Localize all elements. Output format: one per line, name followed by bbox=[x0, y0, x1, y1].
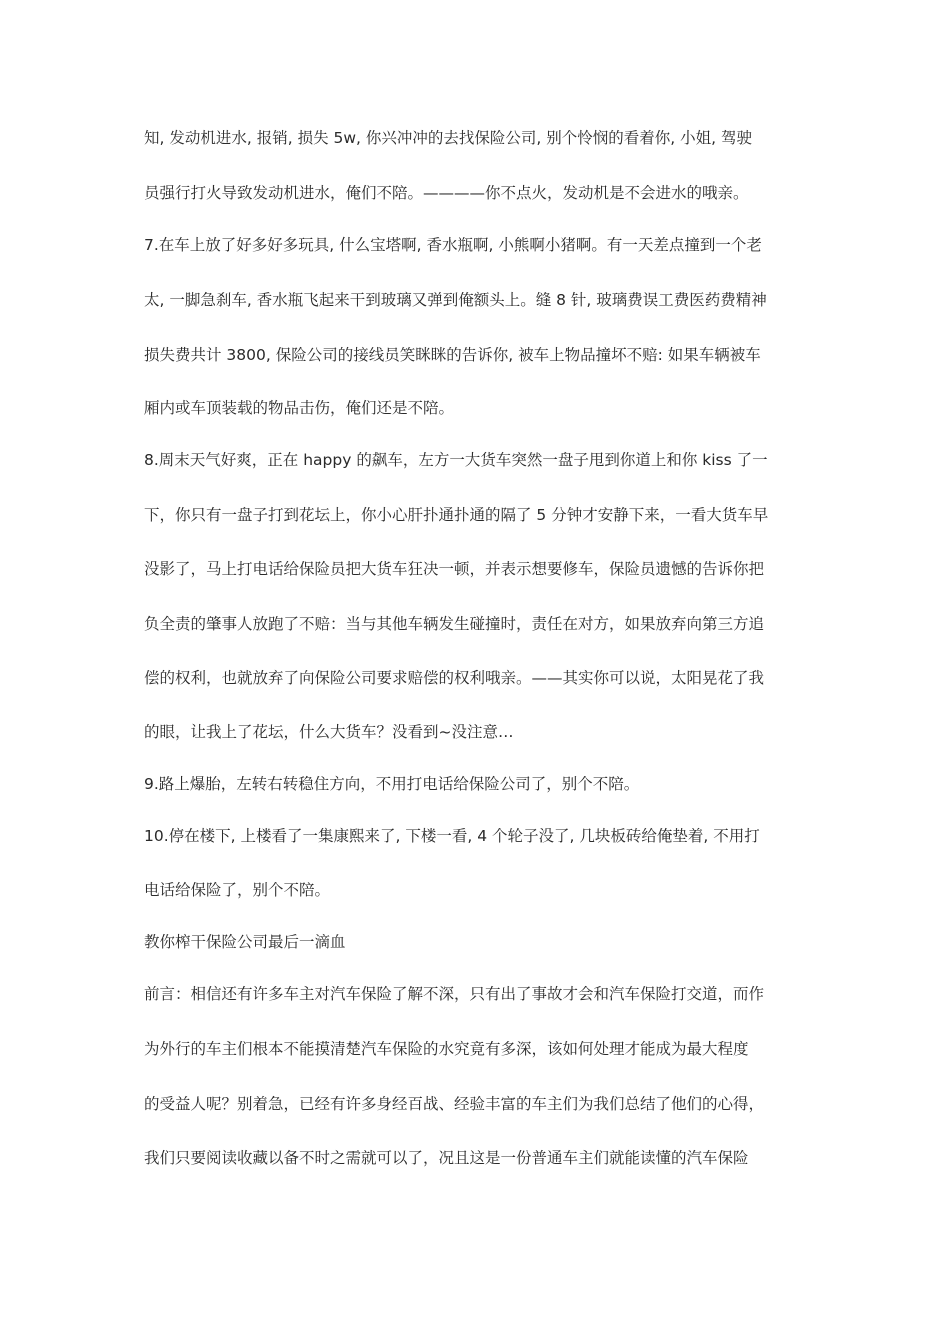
text-line: 偿的权利，也就放弃了向保险公司要求赔偿的权利哦亲。——其实你可以说，太阳晃花了我 bbox=[144, 669, 765, 687]
text-line: 的眼，让我上了花坛，什么大货车？没看到~没注意… bbox=[144, 723, 514, 741]
text-line: 我们只要阅读收藏以备不时之需就可以了，况且这是一份普通车主们就能读懂的汽车保险 bbox=[144, 1149, 749, 1167]
section-heading: 教你榨干保险公司最后一滴血 bbox=[144, 933, 346, 951]
text-line: 电话给保险了，别个不陪。 bbox=[144, 881, 331, 899]
text-line: 8.周末天气好爽，正在 happy 的飙车，左方一大货车突然一盘子甩到你道上和你 kiss 了一 bbox=[144, 451, 768, 469]
text-line: 没影了，马上打电话给保险员把大货车狂决一顿，并表示想要修车，保险员遗憾的告诉你把 bbox=[144, 560, 765, 578]
text-line: 负全责的肇事人放跑了不赔：当与其他车辆发生碰撞时，责任在对方，如果放弃向第三方追 bbox=[144, 615, 765, 633]
text-line: 厢内或车顶装载的物品击伤，俺们还是不陪。 bbox=[144, 399, 455, 417]
text-line: 员强行打火导致发动机进水，俺们不陪。————你不点火，发动机是不会进水的哦亲。 bbox=[144, 184, 749, 202]
text-line: 知, 发动机进水, 报销, 损失 5w, 你兴冲冲的去找保险公司, 别个怜悯的看着你, 小姐, 驾驶 bbox=[144, 129, 752, 147]
text-line: 太, 一脚急刹车, 香水瓶飞起来干到玻璃又弹到俺额头上。缝 8 针, 玻璃费误工费医药费精神 bbox=[144, 291, 767, 309]
text-line: 9.路上爆胎，左转右转稳住方向，不用打电话给保险公司了，别个不陪。 bbox=[144, 775, 640, 793]
text-line: 的受益人呢？别着急，已经有许多身经百战、经验丰富的车主们为我们总结了他们的心得， bbox=[144, 1095, 765, 1113]
text-line: 前言：相信还有许多车主对汽车保险了解不深，只有出了事故才会和汽车保险打交道，而作 bbox=[144, 985, 765, 1003]
text-line: 为外行的车主们根本不能摸清楚汽车保险的水究竟有多深，该如何处理才能成为最大程度 bbox=[144, 1040, 749, 1058]
text-line: 下，你只有一盘子打到花坛上，你小心肝扑通扑通的隔了 5 分钟才安静下来，一看大货车早 bbox=[144, 506, 769, 524]
text-line: 7.在车上放了好多好多玩具, 什么宝塔啊, 香水瓶啊, 小熊啊小猪啊。有一天差点撞到一个老 bbox=[144, 236, 762, 254]
text-line: 损失费共计 3800, 保险公司的接线员笑眯眯的告诉你, 被车上物品撞坏不赔: 如果车辆被车 bbox=[144, 346, 761, 364]
text-line: 10.停在楼下, 上楼看了一集康熙来了, 下楼一看, 4 个轮子没了, 几块板砖给俺垫着, 不用打 bbox=[144, 827, 760, 845]
